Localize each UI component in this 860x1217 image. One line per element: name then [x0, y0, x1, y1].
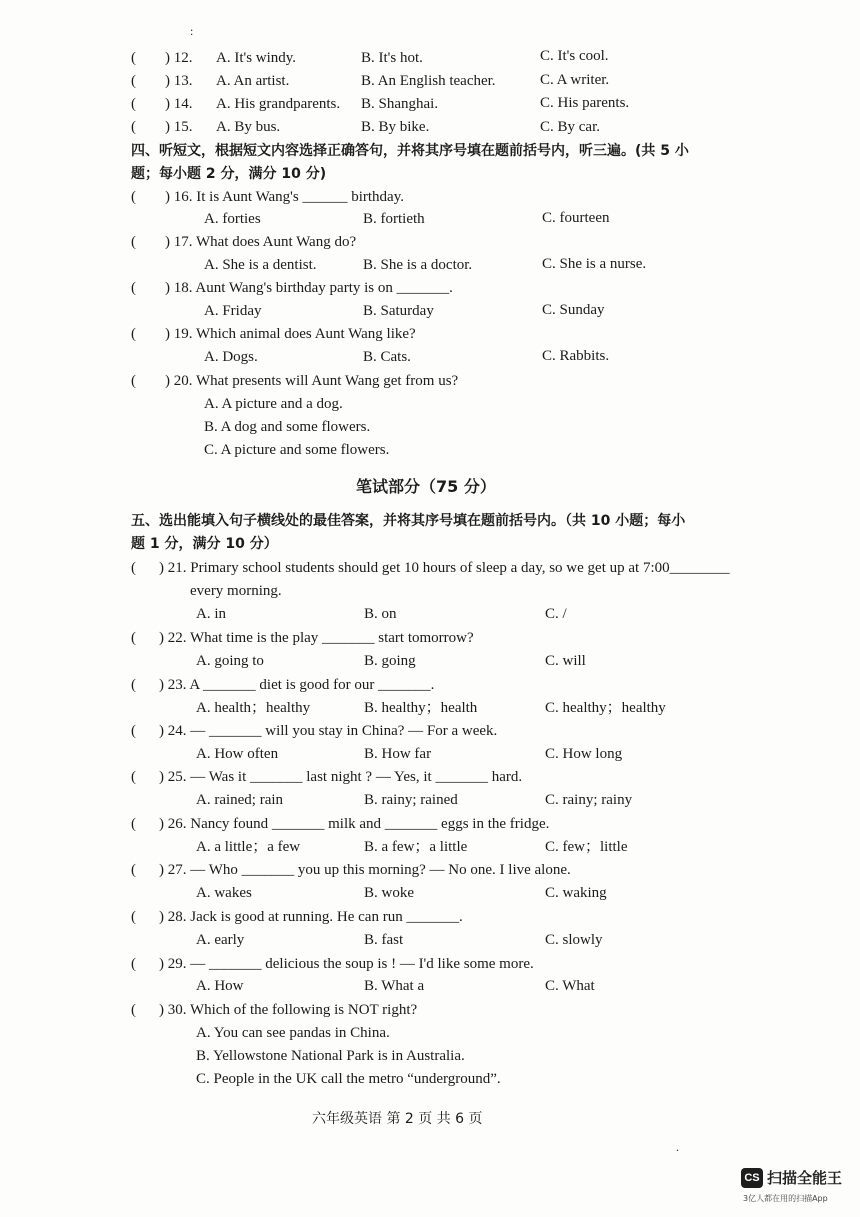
q12-option-b: B. It's hot. — [361, 50, 423, 66]
q14-option-a: A. His grandparents. — [216, 96, 341, 112]
q16-option-b: B. fortieth — [363, 211, 425, 227]
section4-heading-line1: 四、听短文，根据短文内容选择正确答句，并将其序号填在题前括号内，听三遍。(共 5 小 — [131, 143, 689, 159]
answer-paren: ( — [131, 234, 136, 250]
q29-option-b: B. What a — [364, 978, 425, 994]
q30-stem: ) 30. Which of the following is NOT right? — [159, 1002, 418, 1018]
written-part-title: 笔试部分（75 分） — [356, 477, 496, 496]
answer-paren: ( — [131, 373, 136, 389]
answer-paren: ( — [131, 96, 136, 112]
q25-option-b: B. rainy; rained — [364, 792, 458, 808]
camscanner-icon: CS — [741, 1168, 763, 1188]
q26-option-b: B. a few；a little — [364, 839, 468, 855]
q23-option-c: C. healthy；healthy — [545, 700, 666, 716]
q20-option-c: C. A picture and some flowers. — [204, 442, 390, 458]
q15-option-c: C. By car. — [540, 119, 600, 135]
q13-option-b: B. An English teacher. — [361, 73, 496, 89]
q21-option-c: C. / — [545, 606, 567, 622]
q27-option-a: A. wakes — [196, 885, 252, 901]
q18-option-b: B. Saturday — [363, 303, 434, 319]
section4-heading-line2: 题；每小题 2 分，满分 10 分) — [131, 166, 327, 182]
q19-option-c: C. Rabbits. — [542, 348, 610, 364]
q14-option-c: C. His parents. — [540, 95, 630, 111]
q29-option-a: A. How — [196, 978, 244, 994]
q17-stem: ) 17. What does Aunt Wang do? — [165, 234, 357, 250]
q19-option-b: B. Cats. — [363, 349, 411, 365]
answer-paren: ( — [131, 73, 136, 89]
q18-stem: ) 18. Aunt Wang's birthday party is on _______. — [165, 280, 453, 296]
q15-option-b: B. By bike. — [361, 119, 430, 135]
q25-option-a: A. rained; rain — [196, 792, 284, 808]
q26-option-a: A. a little；a few — [196, 839, 301, 855]
q14-number: ) 14. — [165, 96, 193, 112]
q24-option-a: A. How often — [196, 746, 279, 762]
q20-stem: ) 20. What presents will Aunt Wang get from us? — [165, 373, 459, 389]
q29-stem: ) 29. — _______ delicious the soup is ! — I'd like some more. — [159, 956, 534, 972]
q30-option-c: C. People in the UK call the metro “underground”. — [196, 1071, 501, 1087]
q16-option-a: A. forties — [204, 211, 261, 227]
answer-paren: ( — [131, 280, 136, 296]
q17-option-a: A. She is a dentist. — [204, 257, 317, 273]
q14-option-b: B. Shanghai. — [361, 96, 439, 112]
answer-paren: ( — [131, 816, 136, 832]
q12-option-c: C. It's cool. — [540, 48, 609, 64]
q28-option-c: C. slowly — [545, 932, 603, 948]
scan-speck: . — [676, 1140, 679, 1154]
page-footer: 六年级英语 第 2 页 共 6 页 — [312, 1111, 483, 1127]
q12-option-a: A. It's windy. — [216, 50, 297, 66]
answer-paren: ( — [131, 119, 136, 135]
q12-number: ) 12. — [165, 50, 193, 66]
q27-option-b: B. woke — [364, 885, 414, 901]
q15-number: ) 15. — [165, 119, 193, 135]
q22-stem: ) 22. What time is the play _______ start tomorrow? — [159, 630, 474, 646]
answer-paren: ( — [131, 723, 136, 739]
q13-option-a: A. An artist. — [216, 73, 290, 89]
answer-paren: ( — [131, 630, 136, 646]
answer-paren: ( — [131, 909, 136, 925]
answer-paren: ( — [131, 677, 136, 693]
camscanner-tagline: 3亿人都在用的扫描App — [743, 1194, 828, 1203]
q29-option-c: C. What — [545, 978, 595, 994]
q20-option-a: A. A picture and a dog. — [204, 396, 343, 412]
section5-heading-line1: 五、选出能填入句子横线处的最佳答案，并将其序号填在题前括号内。（共 10 小题；每小 — [131, 513, 686, 529]
q22-option-c: C. will — [545, 653, 586, 669]
q17-option-c: C. She is a nurse. — [542, 256, 647, 272]
q21-stem: ) 21. Primary school students should get 10 hours of sleep a day, so we get up at 7:00________ — [159, 560, 730, 576]
answer-paren: ( — [131, 189, 136, 205]
answer-paren: ( — [131, 769, 136, 785]
answer-paren: ( — [131, 956, 136, 972]
q26-stem: ) 26. Nancy found _______ milk and _______ eggs in the fridge. — [159, 816, 550, 832]
q26-option-c: C. few；little — [545, 839, 628, 855]
q27-stem: ) 27. — Who _______ you up this morning? — No one. I live alone. — [159, 862, 571, 878]
q30-option-b: B. Yellowstone National Park is in Australia. — [196, 1048, 465, 1064]
q24-stem: ) 24. — _______ will you stay in China? — For a week. — [159, 723, 498, 739]
q19-option-a: A. Dogs. — [204, 349, 258, 365]
q13-number: ) 13. — [165, 73, 193, 89]
q15-option-a: A. By bus. — [216, 119, 281, 135]
q19-stem: ) 19. Which animal does Aunt Wang like? — [165, 326, 416, 342]
q30-option-a: A. You can see pandas in China. — [196, 1025, 390, 1041]
scan-speck: : — [190, 24, 194, 38]
q28-option-a: A. early — [196, 932, 245, 948]
q16-option-c: C. fourteen — [542, 210, 610, 226]
q18-option-a: A. Friday — [204, 303, 262, 319]
q25-stem: ) 25. — Was it _______ last night ? — Yes, it _______ hard. — [159, 769, 523, 785]
answer-paren: ( — [131, 560, 136, 576]
q20-option-b: B. A dog and some flowers. — [204, 419, 371, 435]
camscanner-logo — [741, 1167, 842, 1188]
answer-paren: ( — [131, 862, 136, 878]
q22-option-a: A. going to — [196, 653, 264, 669]
answer-paren: ( — [131, 50, 136, 66]
section5-heading-line2: 题 1 分，满分 10 分） — [131, 536, 278, 552]
q24-option-b: B. How far — [364, 746, 432, 762]
q23-option-a: A. health；healthy — [196, 700, 311, 716]
q24-option-c: C. How long — [545, 746, 623, 762]
answer-paren: ( — [131, 326, 136, 342]
q21-option-a: A. in — [196, 606, 226, 622]
answer-paren: ( — [131, 1002, 136, 1018]
camscanner-name: 扫描全能王 — [767, 1169, 843, 1187]
q28-stem: ) 28. Jack is good at running. He can run _______. — [159, 909, 463, 925]
q27-option-c: C. waking — [545, 885, 607, 901]
q23-stem: ) 23. A _______ diet is good for our _______. — [159, 677, 435, 693]
q21-option-b: B. on — [364, 606, 397, 622]
q25-option-c: C. rainy; rainy — [545, 792, 633, 808]
q16-stem: ) 16. It is Aunt Wang's ______ birthday. — [165, 189, 404, 205]
q17-option-b: B. She is a doctor. — [363, 257, 473, 273]
q18-option-c: C. Sunday — [542, 302, 605, 318]
q23-option-b: B. healthy；health — [364, 700, 478, 716]
q13-option-c: C. A writer. — [540, 72, 610, 88]
q22-option-b: B. going — [364, 653, 416, 669]
q28-option-b: B. fast — [364, 932, 404, 948]
q21-stem-continued: every morning. — [190, 583, 282, 599]
